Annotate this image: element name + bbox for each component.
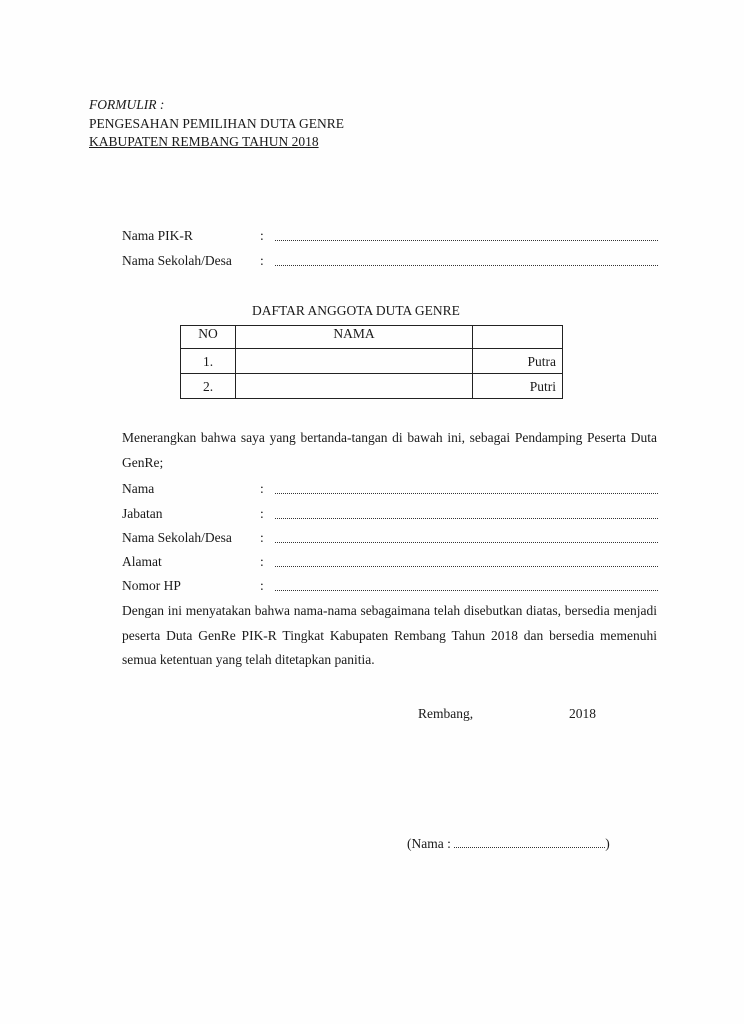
cell-nama[interactable] <box>236 349 473 374</box>
signature-name-prefix: (Nama : <box>407 836 455 851</box>
field-colon: : <box>260 506 264 521</box>
cell-keterangan: Putri <box>473 374 563 399</box>
field-alamat <box>122 553 658 571</box>
field-colon: : <box>260 228 264 243</box>
table-row <box>181 374 563 399</box>
signature-year: 2018 <box>569 706 596 721</box>
field-nama-sekolah-desa <box>122 529 658 547</box>
field-label: Nama PIK-R <box>122 228 193 243</box>
field-nama <box>122 480 658 498</box>
header-nama: NAMA <box>236 326 473 349</box>
dotted-fill-line[interactable] <box>275 518 658 519</box>
field-label: Jabatan <box>122 506 163 521</box>
table-title: DAFTAR ANGGOTA DUTA GENRE <box>252 303 460 318</box>
cell-nama[interactable] <box>236 374 473 399</box>
member-table <box>180 325 563 399</box>
field-nomor-hp <box>122 577 658 595</box>
field-colon: : <box>260 578 264 593</box>
dotted-fill-line[interactable] <box>275 240 658 241</box>
field-nama-sekolah <box>122 252 658 270</box>
table-row <box>181 349 563 374</box>
statement-paragraph: Menerangkan bahwa saya yang bertanda-tangan di bawah ini, sebagai Pendamping Peserta Duta GenRe; <box>122 430 657 470</box>
header-keterangan <box>473 326 563 349</box>
field-label: Alamat <box>122 554 162 569</box>
dotted-fill-line[interactable] <box>275 542 658 543</box>
field-colon: : <box>260 530 264 545</box>
dotted-fill-line[interactable] <box>275 590 658 591</box>
field-label: Nama Sekolah/Desa <box>122 530 232 545</box>
dotted-fill-line[interactable] <box>454 836 605 848</box>
dotted-fill-line[interactable] <box>275 566 658 567</box>
signature-place: Rembang, <box>418 706 474 721</box>
cell-keterangan: Putra <box>473 349 563 374</box>
field-colon: : <box>260 554 264 569</box>
dotted-fill-line[interactable] <box>275 265 658 266</box>
field-nama-pikr <box>122 227 658 245</box>
field-colon: : <box>260 253 264 268</box>
declaration-paragraph: Dengan ini menyatakan bahwa nama-nama sebagaimana telah disebutkan diatas, bersedia menjadi peserta Duta GenRe PIK-R Tingkat Kabupaten Rembang Tahun 2018 dan bersedia memenuhi semua ketentuan yang telah ditetapkan panitia. <box>122 603 657 667</box>
signature-name-suffix: ) <box>605 836 610 851</box>
field-label: Nama Sekolah/Desa <box>122 253 232 268</box>
field-label: Nama <box>122 481 155 496</box>
cell-no: 2. <box>181 374 236 399</box>
cell-no: 1. <box>181 349 236 374</box>
field-label: Nomor HP <box>122 578 181 593</box>
table-header-row <box>181 326 563 349</box>
form-label: FORMULIR : <box>89 97 165 112</box>
field-jabatan <box>122 505 658 523</box>
signature-name-line <box>407 836 610 852</box>
form-title-line1: PENGESAHAN PEMILIHAN DUTA GENRE <box>89 116 345 131</box>
dotted-fill-line[interactable] <box>275 493 658 494</box>
form-title-line2: KABUPATEN REMBANG TAHUN 2018 <box>89 134 319 149</box>
header-no: NO <box>181 326 236 349</box>
field-colon: : <box>260 481 264 496</box>
